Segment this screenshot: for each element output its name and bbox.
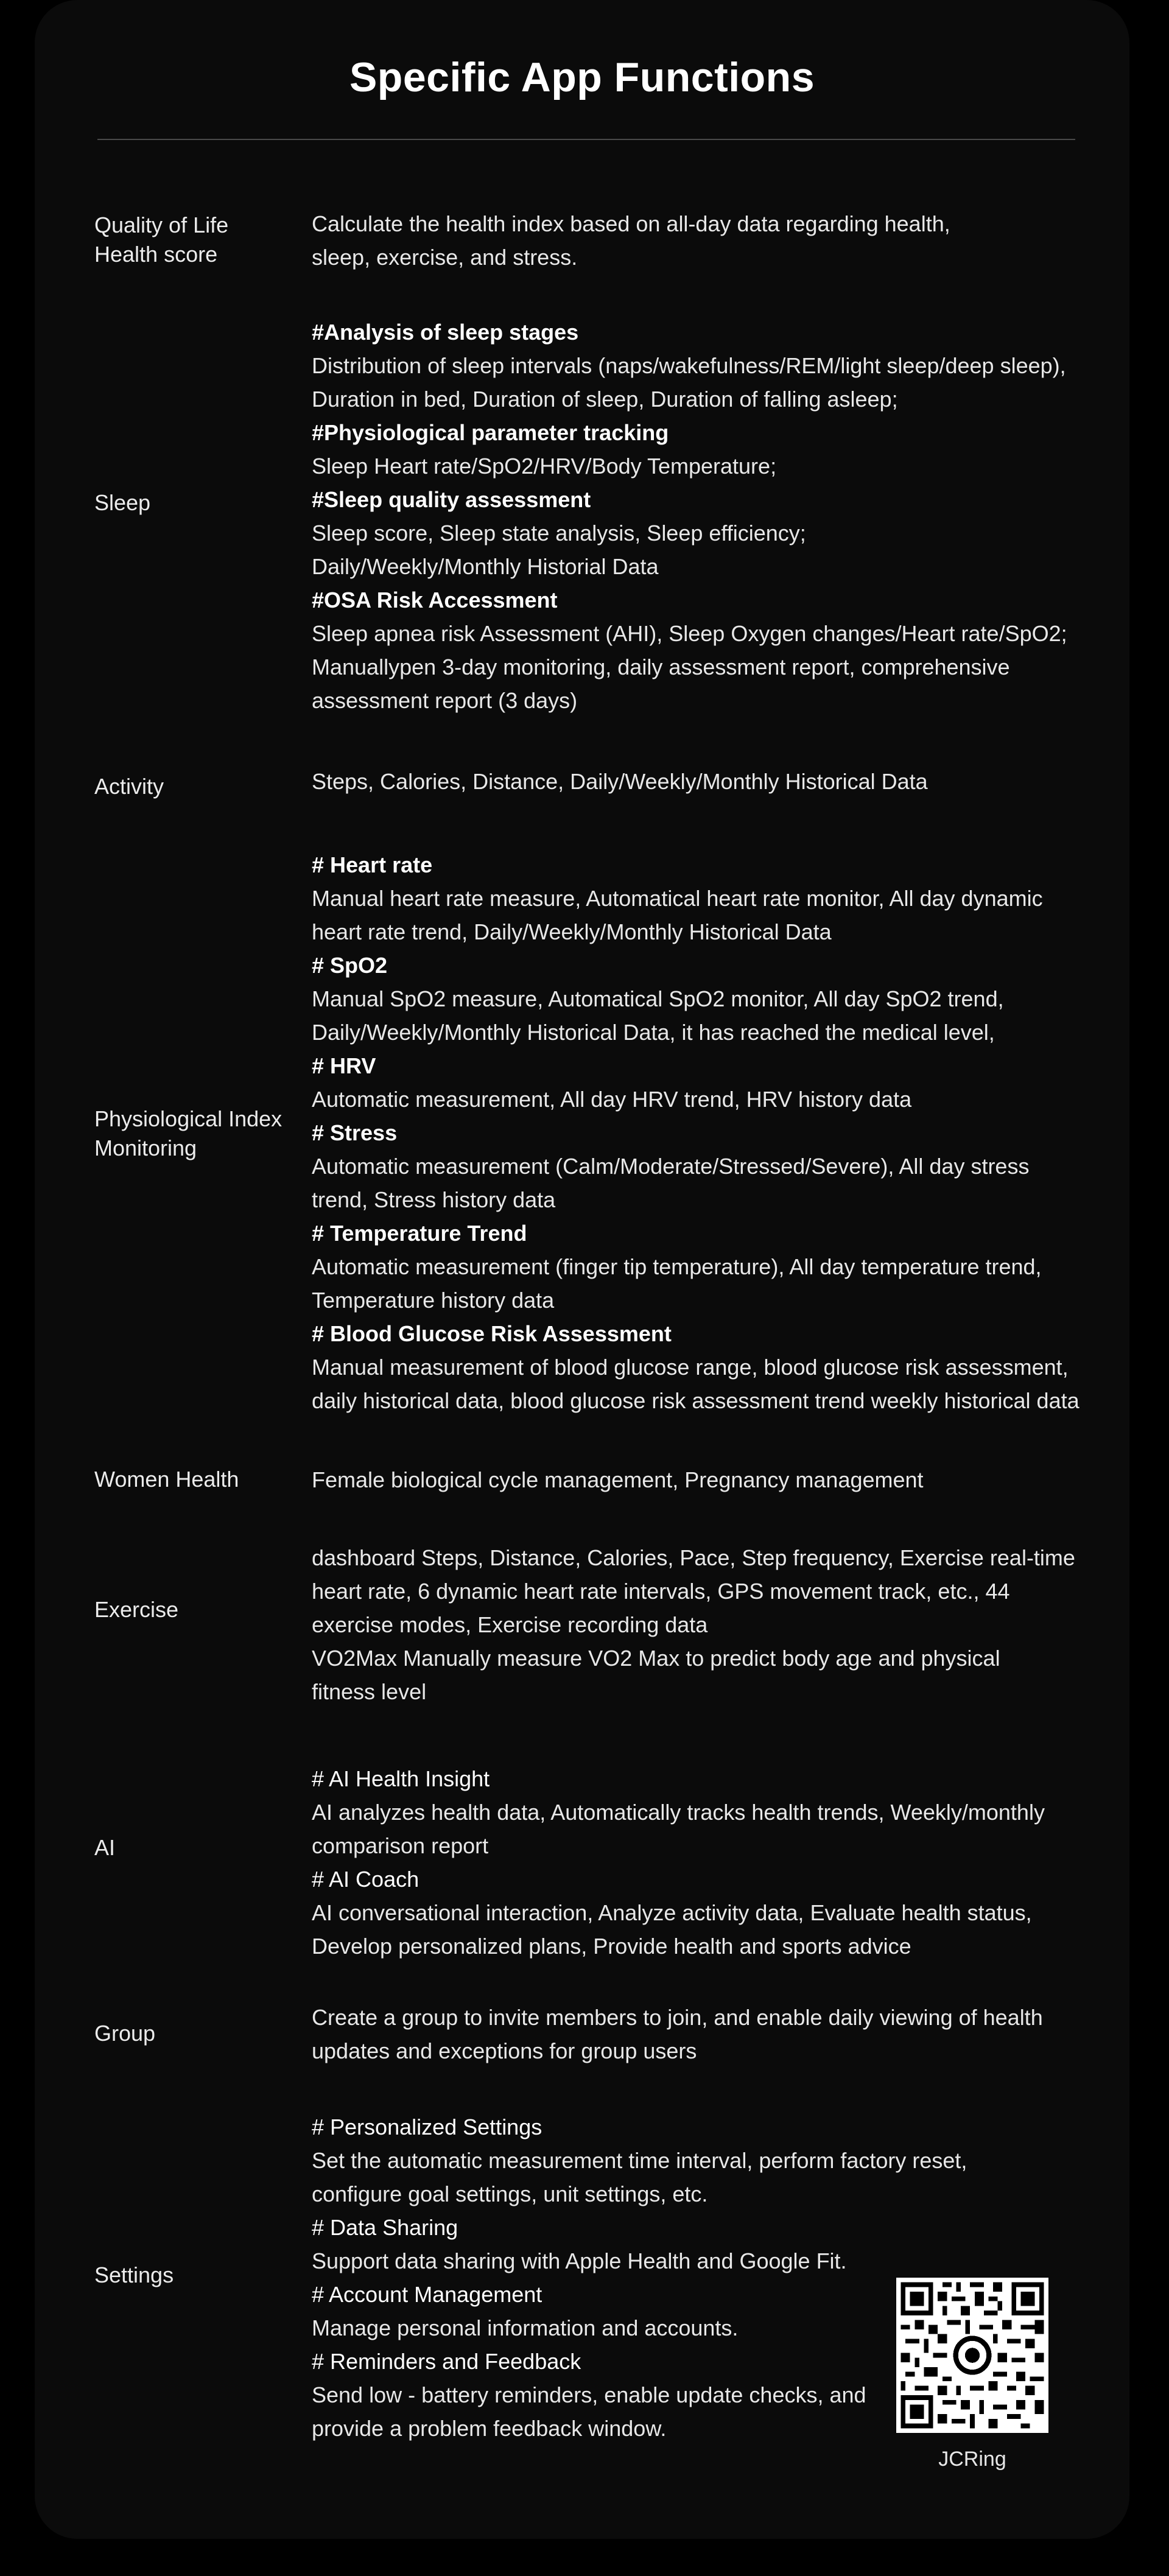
description-line: Manual SpO2 measure, Automatical SpO2 monitor, All day SpO2 trend,	[312, 986, 1004, 1011]
description-line: Sleep score, Sleep state analysis, Sleep efficiency;	[312, 521, 806, 546]
section-heading: # Reminders and Feedback	[312, 2349, 581, 2374]
row-content	[312, 1541, 1115, 1708]
description-line: Manage personal information and accounts.	[312, 2315, 739, 2340]
section-heading: # Blood Glucose Risk Assessment	[312, 1321, 672, 1346]
description-line: assessment report (3 days)	[312, 688, 578, 713]
description-line: VO2Max Manually measure VO2 Max to predict body age and physical	[312, 1646, 1000, 1671]
qr-code-icon	[896, 2278, 1048, 2433]
description-line: Sleep Heart rate/SpO2/HRV/Body Temperature;	[312, 454, 777, 479]
row-label: Physiological Index Monitoring	[94, 1106, 283, 1160]
row-content	[312, 1762, 1115, 1963]
section-heading: # Personalized Settings	[312, 2114, 542, 2139]
description-line: Female biological cycle management, Pregnancy management	[312, 1467, 924, 1492]
description-line: exercise modes, Exercise recording data	[312, 1612, 708, 1637]
description-line: Support data sharing with Apple Health and Google Fit.	[312, 2248, 847, 2273]
description-line: Daily/Weekly/Monthly Historical Data, it has reached the medical level,	[312, 1020, 995, 1045]
section-heading: #Analysis of sleep stages	[312, 320, 579, 345]
section-heading: # Temperature Trend	[312, 1221, 527, 1246]
description-line: Sleep apnea risk Assessment (AHI), Sleep Oxygen changes/Heart rate/SpO2;	[312, 621, 1067, 646]
description-line: Steps, Calories, Distance, Daily/Weekly/Monthly Historical Data	[312, 769, 928, 794]
description-line: daily historical data, blood glucose risk assessment trend weekly historical data	[312, 1388, 1079, 1413]
row-content	[312, 207, 1115, 274]
section-heading: # HRV	[312, 1053, 376, 1078]
description-line: configure goal settings, unit settings, etc.	[312, 2181, 708, 2206]
description-line: Duration in bed, Duration of sleep, Duration of falling asleep;	[312, 387, 898, 412]
description-line: dashboard Steps, Distance, Calories, Pace, Step frequency, Exercise real-time	[312, 1545, 1075, 1570]
row-label: Women Health	[94, 1467, 239, 1492]
description-line: Send low - battery reminders, enable update checks, and	[312, 2382, 866, 2407]
section-heading: # Data Sharing	[312, 2215, 458, 2240]
section-heading: # AI Health Insight	[312, 1766, 490, 1791]
description-line: Calculate the health index based on all-day data regarding health,	[312, 211, 950, 236]
description-line: Temperature history data	[312, 1288, 555, 1313]
row-label: Exercise	[94, 1597, 179, 1622]
row-label: Group	[94, 2021, 156, 2046]
description-line: sleep, exercise, and stress.	[312, 245, 578, 270]
description-line: Create a group to invite members to join, and enable daily viewing of health	[312, 2005, 1043, 2030]
description-line: Automatic measurement (finger tip temperature), All day temperature trend,	[312, 1254, 1042, 1279]
section-heading: # SpO2	[312, 953, 388, 978]
row-label: Sleep	[94, 490, 151, 515]
row-content	[312, 1463, 1115, 1497]
functions-card	[35, 0, 1129, 2539]
description-line: Daily/Weekly/Monthly Historial Data	[312, 554, 659, 579]
section-heading: # Stress	[312, 1120, 398, 1145]
description-line: Manual heart rate measure, Automatical heart rate monitor, All day dynamic	[312, 886, 1043, 911]
page-title: Specific App Functions	[349, 54, 815, 100]
description-line: Distribution of sleep intervals (naps/wakefulness/REM/light sleep/deep sleep),	[312, 353, 1066, 378]
description-line: trend, Stress history data	[312, 1187, 556, 1212]
section-heading: # AI Coach	[312, 1867, 420, 1892]
title-divider	[97, 139, 1075, 140]
section-heading: #OSA Risk Accessment	[312, 588, 558, 612]
qr-caption: JCRing	[938, 2448, 1006, 2471]
row-label: Settings	[94, 2262, 174, 2287]
section-heading: # Heart rate	[312, 852, 433, 877]
row-label: AI	[94, 1835, 116, 1860]
description-line: fitness level	[312, 1679, 427, 1704]
row-content	[312, 848, 1115, 1417]
description-line: Automatic measurement (Calm/Moderate/Stressed/Severe), All day stress	[312, 1154, 1030, 1179]
description-line: updates and exceptions for group users	[312, 2038, 697, 2063]
description-line: comparison report	[312, 1833, 489, 1858]
description-line: AI conversational interaction, Analyze activity data, Evaluate health status,	[312, 1900, 1032, 1925]
row-content	[312, 765, 1115, 798]
description-line: heart rate, 6 dynamic heart rate intervals, GPS movement track, etc., 44	[312, 1579, 1010, 1604]
row-label: Activity	[94, 774, 164, 799]
description-line: Manual measurement of blood glucose range, blood glucose risk assessment,	[312, 1355, 1069, 1380]
row-content	[312, 315, 1115, 717]
description-line: heart rate trend, Daily/Weekly/Monthly Historical Data	[312, 919, 832, 944]
section-heading: #Physiological parameter tracking	[312, 420, 669, 445]
description-line: Develop personalized plans, Provide health and sports advice	[312, 1934, 911, 1959]
description-line: Automatic measurement, All day HRV trend, HRV history data	[312, 1087, 912, 1112]
description-line: AI analyzes health data, Automatically tracks health trends, Weekly/monthly	[312, 1800, 1045, 1825]
row-label: Quality of Life Health score	[94, 212, 229, 267]
section-heading: #Sleep quality assessment	[312, 487, 591, 512]
row-content	[312, 2001, 1115, 2068]
section-heading: # Account Management	[312, 2282, 542, 2307]
description-line: Set the automatic measurement time interval, perform factory reset,	[312, 2148, 967, 2173]
description-line: Manuallypen 3-day monitoring, daily assessment report, comprehensive	[312, 655, 1010, 679]
description-line: provide a problem feedback window.	[312, 2416, 667, 2441]
